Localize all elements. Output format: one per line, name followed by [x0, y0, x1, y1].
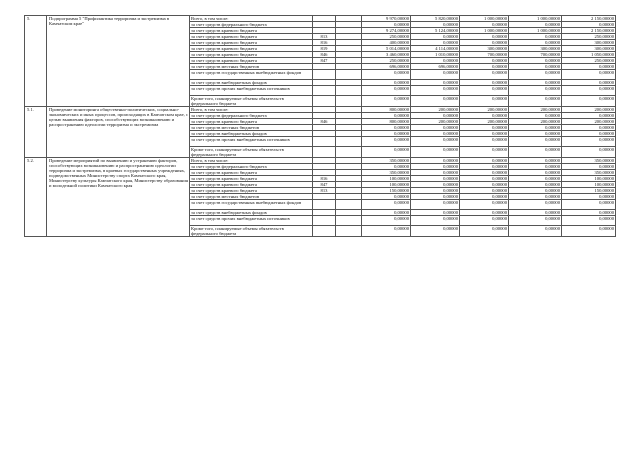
total-amount-cell: 0,00000 — [362, 96, 411, 107]
year-amount-cell: 0,00000 — [509, 182, 562, 188]
funding-source: за счет средств краевого бюджета — [190, 46, 313, 52]
funding-source: Кроме того, планируемые объемы обязательств федерального бюджета — [190, 147, 313, 158]
year-amount-cell: 0,00000 — [509, 86, 562, 96]
funding-source: за счет средств краевого бюджета — [190, 119, 313, 125]
year-amount-cell: 0,00000 — [509, 210, 562, 216]
year-amount-cell: 200,00000 — [509, 119, 562, 125]
blank-cell — [336, 216, 362, 226]
year-amount-cell: 250,00000 — [562, 58, 616, 64]
year-amount-cell: 0,00000 — [562, 216, 616, 226]
funding-table-body — [25, 16, 616, 237]
funding-source: Всего, в том числе: — [190, 107, 313, 113]
funding-source: за счет средств государственных внебюджетных фондов — [190, 200, 313, 210]
year-amount-cell: 0,00000 — [562, 70, 616, 80]
year-amount-cell: 0,00000 — [460, 22, 509, 28]
year-amount-cell: 0,00000 — [411, 226, 460, 237]
total-amount-cell: 250,00000 — [362, 58, 411, 64]
year-amount-cell: 2 150,00000 — [562, 16, 616, 22]
year-amount-cell: 0,00000 — [562, 80, 616, 86]
funding-source: за счет средств прочих внебюджетных источников — [190, 86, 313, 96]
blank-cell — [336, 137, 362, 147]
year-amount-cell: 0,00000 — [460, 176, 509, 182]
year-amount-cell: 2 150,00000 — [562, 28, 616, 34]
year-amount-cell: 696,00000 — [411, 64, 460, 70]
year-amount-cell: 0,00000 — [411, 96, 460, 107]
year-amount-cell: 200,00000 — [411, 119, 460, 125]
total-amount-cell: 150,00000 — [362, 188, 411, 194]
year-amount-cell: 200,00000 — [460, 119, 509, 125]
year-amount-cell: 4 114,00000 — [411, 46, 460, 52]
funding-source: за счет средств прочих внебюджетных источников — [190, 137, 313, 147]
year-amount-cell: 0,00000 — [509, 137, 562, 147]
budget-code: 813 — [313, 188, 336, 194]
year-amount-cell: 0,00000 — [562, 194, 616, 200]
year-amount-cell: 0,00000 — [509, 22, 562, 28]
year-amount-cell: 0,00000 — [562, 147, 616, 158]
funding-source: за счет средств федерального бюджета — [190, 22, 313, 28]
year-amount-cell: 0,00000 — [411, 182, 460, 188]
year-amount-cell: 300,00000 — [460, 46, 509, 52]
funding-source: Кроме того, планируемые объемы обязательств федерального бюджета — [190, 226, 313, 237]
year-amount-cell: 0,00000 — [460, 86, 509, 96]
funding-source: за счет средств местных бюджетов — [190, 125, 313, 131]
year-amount-cell: 0,00000 — [411, 147, 460, 158]
total-amount-cell: 5 014,00000 — [362, 46, 411, 52]
year-amount-cell: 0,00000 — [460, 80, 509, 86]
total-amount-cell: 350,00000 — [362, 158, 411, 164]
year-amount-cell: 1 010,00000 — [411, 52, 460, 58]
year-amount-cell: 0,00000 — [562, 131, 616, 137]
funding-source: Всего, в том числе: — [190, 16, 313, 22]
year-amount-cell: 0,00000 — [562, 113, 616, 119]
year-amount-cell: 0,00000 — [509, 226, 562, 237]
year-amount-cell: 200,00000 — [411, 107, 460, 113]
year-amount-cell: 700,00000 — [509, 52, 562, 58]
year-amount-cell: 0,00000 — [460, 70, 509, 80]
funding-source: за счет средств краевого бюджета — [190, 52, 313, 58]
year-amount-cell: 0,00000 — [411, 188, 460, 194]
year-amount-cell: 0,00000 — [411, 58, 460, 64]
year-amount-cell: 0,00000 — [460, 96, 509, 107]
year-amount-cell: 1 050,00000 — [562, 52, 616, 58]
blank-cell — [336, 226, 362, 237]
year-amount-cell: 0,00000 — [509, 158, 562, 164]
funding-source: за счет средств государственных внебюджетных фондов — [190, 70, 313, 80]
year-amount-cell: 0,00000 — [509, 34, 562, 40]
section-number: 5.1. — [25, 107, 47, 158]
section-number: 5. — [25, 16, 47, 107]
year-amount-cell: 0,00000 — [562, 226, 616, 237]
section-title: Проведение мониторинга общественно-политических, социально-экономических и иных процессов, происходящих в Камчатском крае, с целью выявления факторов, способствующих возникновению и распространению идеологии терроризма и экстремизма — [47, 107, 190, 158]
year-amount-cell: 0,00000 — [562, 125, 616, 131]
year-amount-cell: 0,00000 — [509, 194, 562, 200]
budget-code — [313, 147, 336, 158]
year-amount-cell: 0,00000 — [509, 40, 562, 46]
year-amount-cell: 0,00000 — [460, 188, 509, 194]
year-amount-cell: 0,00000 — [509, 125, 562, 131]
year-amount-cell: 700,00000 — [460, 52, 509, 58]
funding-source: за счет средств местных бюджетов — [190, 194, 313, 200]
budget-code: 846 — [313, 119, 336, 125]
total-amount-cell: 0,00000 — [362, 194, 411, 200]
budget-code: 813 — [313, 34, 336, 40]
blank-cell — [336, 96, 362, 107]
year-amount-cell: 0,00000 — [562, 200, 616, 210]
budget-code — [313, 137, 336, 147]
total-amount-cell: 100,00000 — [362, 182, 411, 188]
year-amount-cell: 300,00000 — [509, 46, 562, 52]
total-amount-cell: 800,00000 — [362, 119, 411, 125]
budget-code: 847 — [313, 182, 336, 188]
section-number: 5.2. — [25, 158, 47, 237]
year-amount-cell: 250,00000 — [562, 34, 616, 40]
year-amount-cell: 350,00000 — [562, 170, 616, 176]
funding-source: за счет средств краевого бюджета — [190, 28, 313, 34]
total-amount-cell: 0,00000 — [362, 113, 411, 119]
year-amount-cell: 0,00000 — [460, 164, 509, 170]
year-amount-cell: 5 820,00000 — [411, 16, 460, 22]
year-amount-cell: 300,00000 — [562, 40, 616, 46]
total-amount-cell: 0,00000 — [362, 22, 411, 28]
total-amount-cell: 0,00000 — [362, 210, 411, 216]
year-amount-cell: 0,00000 — [509, 58, 562, 64]
year-amount-cell: 0,00000 — [411, 131, 460, 137]
budget-code: 819 — [313, 46, 336, 52]
total-amount-cell: 0,00000 — [362, 200, 411, 210]
total-amount-cell: 0,00000 — [362, 70, 411, 80]
year-amount-cell: 0,00000 — [411, 164, 460, 170]
year-amount-cell: 0,00000 — [509, 216, 562, 226]
total-amount-cell: 0,00000 — [362, 216, 411, 226]
funding-source: за счет средств краевого бюджета — [190, 188, 313, 194]
total-amount-cell: 0,00000 — [362, 80, 411, 86]
total-amount-cell: 100,00000 — [362, 176, 411, 182]
year-amount-cell: 0,00000 — [562, 96, 616, 107]
year-amount-cell: 1 000,00000 — [460, 16, 509, 22]
total-amount-cell: 0,00000 — [362, 131, 411, 137]
year-amount-cell: 0,00000 — [411, 22, 460, 28]
year-amount-cell: 0,00000 — [509, 131, 562, 137]
funding-source: за счет средств внебюджетных фондов — [190, 80, 313, 86]
total-amount-cell: 800,00000 — [362, 107, 411, 113]
year-amount-cell: 5 124,00000 — [411, 28, 460, 34]
year-amount-cell: 0,00000 — [509, 200, 562, 210]
funding-source: за счет средств краевого бюджета — [190, 176, 313, 182]
year-amount-cell: 0,00000 — [460, 113, 509, 119]
year-amount-cell: 0,00000 — [411, 176, 460, 182]
blank-cell — [336, 147, 362, 158]
year-amount-cell: 0,00000 — [509, 80, 562, 86]
total-amount-cell: 0,00000 — [362, 164, 411, 170]
budget-code — [313, 216, 336, 226]
total-amount-cell: 3 460,00000 — [362, 52, 411, 58]
year-amount-cell: 0,00000 — [562, 86, 616, 96]
year-amount-cell: 0,00000 — [411, 158, 460, 164]
year-amount-cell: 0,00000 — [460, 58, 509, 64]
funding-source: за счет средств федерального бюджета — [190, 164, 313, 170]
blank-cell — [336, 86, 362, 96]
year-amount-cell: 0,00000 — [509, 113, 562, 119]
year-amount-cell: 0,00000 — [460, 194, 509, 200]
total-amount-cell: 696,00000 — [362, 64, 411, 70]
funding-source: Всего, в том числе: — [190, 158, 313, 164]
budget-code: 847 — [313, 58, 336, 64]
year-amount-cell: 0,00000 — [411, 86, 460, 96]
budget-code: 816 — [313, 176, 336, 182]
year-amount-cell: 0,00000 — [509, 64, 562, 70]
year-amount-cell: 1 000,00000 — [460, 28, 509, 34]
document-page — [24, 15, 616, 237]
year-amount-cell: 0,00000 — [460, 34, 509, 40]
budget-code — [313, 96, 336, 107]
year-amount-cell: 0,00000 — [411, 200, 460, 210]
funding-source: за счет средств федерального бюджета — [190, 113, 313, 119]
budget-code: 846 — [313, 52, 336, 58]
year-amount-cell: 0,00000 — [509, 164, 562, 170]
blank-cell — [336, 200, 362, 210]
year-amount-cell: 300,00000 — [562, 46, 616, 52]
year-amount-cell: 0,00000 — [460, 40, 509, 46]
year-amount-cell: 0,00000 — [460, 158, 509, 164]
year-amount-cell: 0,00000 — [460, 131, 509, 137]
year-amount-cell: 0,00000 — [460, 226, 509, 237]
year-amount-cell: 0,00000 — [562, 137, 616, 147]
funding-source: Кроме того, планируемые объемы обязательств федерального бюджета — [190, 96, 313, 107]
year-amount-cell: 200,00000 — [562, 119, 616, 125]
year-amount-cell: 0,00000 — [562, 164, 616, 170]
year-amount-cell: 150,00000 — [562, 188, 616, 194]
year-amount-cell: 0,00000 — [562, 22, 616, 28]
funding-source: за счет средств внебюджетных фондов — [190, 131, 313, 137]
total-amount-cell: 0,00000 — [362, 137, 411, 147]
year-amount-cell: 0,00000 — [509, 188, 562, 194]
funding-source: за счет средств прочих внебюджетных источников — [190, 216, 313, 226]
year-amount-cell: 1 000,00000 — [509, 16, 562, 22]
total-amount-cell: 9 274,00000 — [362, 28, 411, 34]
blank-cell — [336, 70, 362, 80]
section-title: Подпрограмма 5 "Профилактика терроризма и экстремизма в Камчатском крае" — [47, 16, 190, 107]
year-amount-cell: 0,00000 — [411, 194, 460, 200]
total-amount-cell: 400,00000 — [362, 40, 411, 46]
budget-code — [313, 200, 336, 210]
funding-source: за счет средств внебюджетных фондов — [190, 210, 313, 216]
year-amount-cell: 0,00000 — [460, 170, 509, 176]
year-amount-cell: 0,00000 — [460, 216, 509, 226]
year-amount-cell: 200,00000 — [460, 107, 509, 113]
year-amount-cell: 0,00000 — [460, 64, 509, 70]
funding-source: за счет средств краевого бюджета — [190, 34, 313, 40]
year-amount-cell: 100,00000 — [562, 176, 616, 182]
year-amount-cell: 200,00000 — [562, 107, 616, 113]
year-amount-cell: 0,00000 — [509, 70, 562, 80]
total-amount-cell: 0,00000 — [362, 125, 411, 131]
funding-source: за счет средств местных бюджетов — [190, 64, 313, 70]
year-amount-cell: 350,00000 — [562, 158, 616, 164]
budget-code — [313, 226, 336, 237]
year-amount-cell: 0,00000 — [509, 176, 562, 182]
funding-source: за счет средств краевого бюджета — [190, 58, 313, 64]
total-amount-cell: 350,00000 — [362, 170, 411, 176]
year-amount-cell: 0,00000 — [460, 200, 509, 210]
year-amount-cell: 1 000,00000 — [509, 28, 562, 34]
year-amount-cell: 0,00000 — [460, 125, 509, 131]
year-amount-cell: 0,00000 — [509, 147, 562, 158]
total-amount-cell: 0,00000 — [362, 226, 411, 237]
year-amount-cell: 0,00000 — [509, 170, 562, 176]
budget-code: 816 — [313, 40, 336, 46]
year-amount-cell: 0,00000 — [411, 80, 460, 86]
year-amount-cell: 0,00000 — [460, 137, 509, 147]
year-amount-cell: 0,00000 — [460, 210, 509, 216]
funding-source: за счет средств краевого бюджета — [190, 170, 313, 176]
budget-code — [313, 70, 336, 80]
year-amount-cell: 0,00000 — [460, 147, 509, 158]
year-amount-cell: 200,00000 — [509, 107, 562, 113]
total-amount-cell: 250,00000 — [362, 34, 411, 40]
year-amount-cell: 0,00000 — [411, 137, 460, 147]
funding-table — [24, 15, 616, 237]
total-amount-cell: 0,00000 — [362, 86, 411, 96]
year-amount-cell: 0,00000 — [411, 40, 460, 46]
year-amount-cell: 0,00000 — [411, 113, 460, 119]
year-amount-cell: 0,00000 — [411, 210, 460, 216]
year-amount-cell: 0,00000 — [509, 96, 562, 107]
year-amount-cell: 0,00000 — [411, 34, 460, 40]
year-amount-cell: 0,00000 — [411, 125, 460, 131]
total-amount-cell: 0,00000 — [362, 147, 411, 158]
funding-source: за счет средств краевого бюджета — [190, 40, 313, 46]
year-amount-cell: 0,00000 — [411, 70, 460, 80]
year-amount-cell: 0,00000 — [562, 210, 616, 216]
budget-code — [313, 86, 336, 96]
total-amount-cell: 9 970,00000 — [362, 16, 411, 22]
funding-source: за счет средств краевого бюджета — [190, 182, 313, 188]
year-amount-cell: 100,00000 — [562, 182, 616, 188]
year-amount-cell: 0,00000 — [411, 170, 460, 176]
year-amount-cell: 0,00000 — [411, 216, 460, 226]
year-amount-cell: 0,00000 — [460, 182, 509, 188]
year-amount-cell: 0,00000 — [562, 64, 616, 70]
section-title: Проведение мероприятий по выявлению и устранению факторов, способствующих возникновению и распространению идеологии терроризма и экстремизма, в краевых государственных учреждениях, подведомственных Министерству спорта Камчатского края, Министерству культуры Камчатского края, Министерству образования и молодежной политики Камчатского края — [47, 158, 190, 237]
